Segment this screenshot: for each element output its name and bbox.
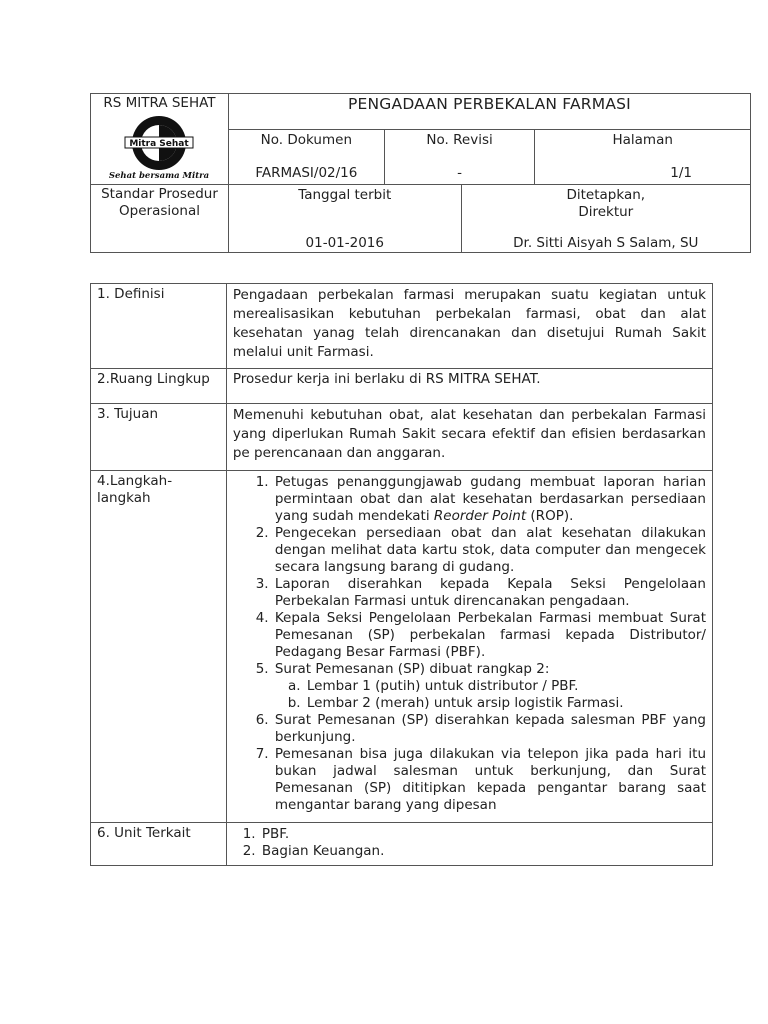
sop-content-table [90,283,713,866]
hospital-name: RS MITRA SEHAT [103,95,216,111]
row-langkah [91,471,713,823]
ruang-lingkup-label: 2.Ruang Lingkup [91,369,227,404]
list-item: 3. Laporan diserahkan kepada Kepala Seksi Pengelolaan Perbekalan Farmasi untuk direncanakan pengadaan. [273,576,706,610]
list-item: 1. Petugas penanggungjawab gudang membuat laporan harian permintaan obat dan alat kesehatan berdasarkan persediaan yang sudah mendekati Reorder Point (ROP). [273,474,706,525]
issue-date-value: 01-01-2016 [305,235,384,251]
unit-terkait-label: 6. Unit Terkait [91,823,227,866]
row-ruang-lingkup [91,369,713,404]
approved-name: Dr. Sitti Aisyah S Salam, SU [513,235,699,251]
definisi-label: 1. Definisi [91,284,227,369]
sub-list-item: b. Lembar 2 (merah) untuk arsip logistik Farmasi. [305,695,706,712]
list-item: 2. Pengecekan persediaan obat dan alat kesehatan dilakukan dengan melihat data kartu stok, data computer dan mengecek secara langsung barang di gudang. [273,525,706,576]
revision-label: No. Revisi [426,132,493,148]
issue-date-label: Tanggal terbit [298,187,392,203]
logo-tagline: Sehat bersama Mitra [109,171,210,180]
page-label: Halaman [612,132,673,148]
doc-number-label: No. Dokumen [260,132,353,148]
page-title: PENGADAAN PERBEKALAN FARMASI [228,94,750,130]
unit-list [233,826,706,860]
issue-date-cell [228,185,461,253]
approved-label-2: Direktur [578,204,634,220]
tujuan-text: Memenuhi kebutuhan obat, alat kesehatan dan perbekalan Farmasi yang diperlukan Rumah Sakit secara efektif dan efisien berdasarkan pe perencanaan dan anggaran. [226,404,712,471]
sub-list [275,678,706,712]
hospital-logo [99,116,219,185]
doc-number-value: FARMASI/02/16 [255,165,358,181]
page-cell [535,130,751,185]
list-item: 4. Kepala Seksi Pengelolaan Perbekalan Farmasi membuat Surat Pemesanan (SP) perbekalan farmasi kepada Distributor/ Pedagang Besar Farmasi (PBF). [273,610,706,661]
langkah-label: 4.Langkah-langkah [91,471,227,823]
logo-text: Mitra Sehat [129,139,190,149]
langkah-cell [226,471,712,823]
list-item: 7. Pemesanan bisa juga dilakukan via telepon jika pada hari itu bukan jadwal salesman untuk berkunjung, dan Surat Pemesanan (SP) dititipkan kepada pengantar barang saat mengantar barang yang dipesan [273,746,706,814]
revision-cell [384,130,535,185]
approved-label-1: Ditetapkan, [566,187,646,203]
list-item: 2. Bagian Keuangan. [260,843,706,860]
mitra-sehat-logo-icon [99,116,219,180]
doc-number-cell [228,130,384,185]
ruang-lingkup-text: Prosedur kerja ini berlaku di RS MITRA SEHAT. [226,369,712,404]
revision-value: - [457,165,463,181]
row-tujuan [91,404,713,471]
approval-cell [461,185,750,253]
list-item: 6. Surat Pemesanan (SP) diserahkan kepada salesman PBF yang berkunjung. [273,712,706,746]
row-definisi [91,284,713,369]
list-item: 5. Surat Pemesanan (SP) dibuat rangkap 2: a. Lembar 1 (putih) untuk distributor / PBF. b. Lembar 2 (merah) untuk arsip logistik Farmasi. [273,661,706,712]
langkah-list [233,474,706,814]
sop-label: Standar Prosedur Operasional [91,184,228,250]
row-unit-terkait [91,823,713,866]
definisi-text: Pengadaan perbekalan farmasi merupakan suatu kegiatan untuk merealisasikan kebutuhan perbekalan farmasi, obat dan alat kesehatan yanag telah direncanakan dan disetujui Rumah Sakit melalui unit Farmasi. [226,284,712,369]
list-item: 1. PBF. [260,826,706,843]
tujuan-label: 3. Tujuan [91,404,227,471]
sub-list-item: a. Lembar 1 (putih) untuk distributor / PBF. [305,678,706,695]
unit-terkait-cell [226,823,712,866]
page-value: 1/1 [670,165,692,181]
